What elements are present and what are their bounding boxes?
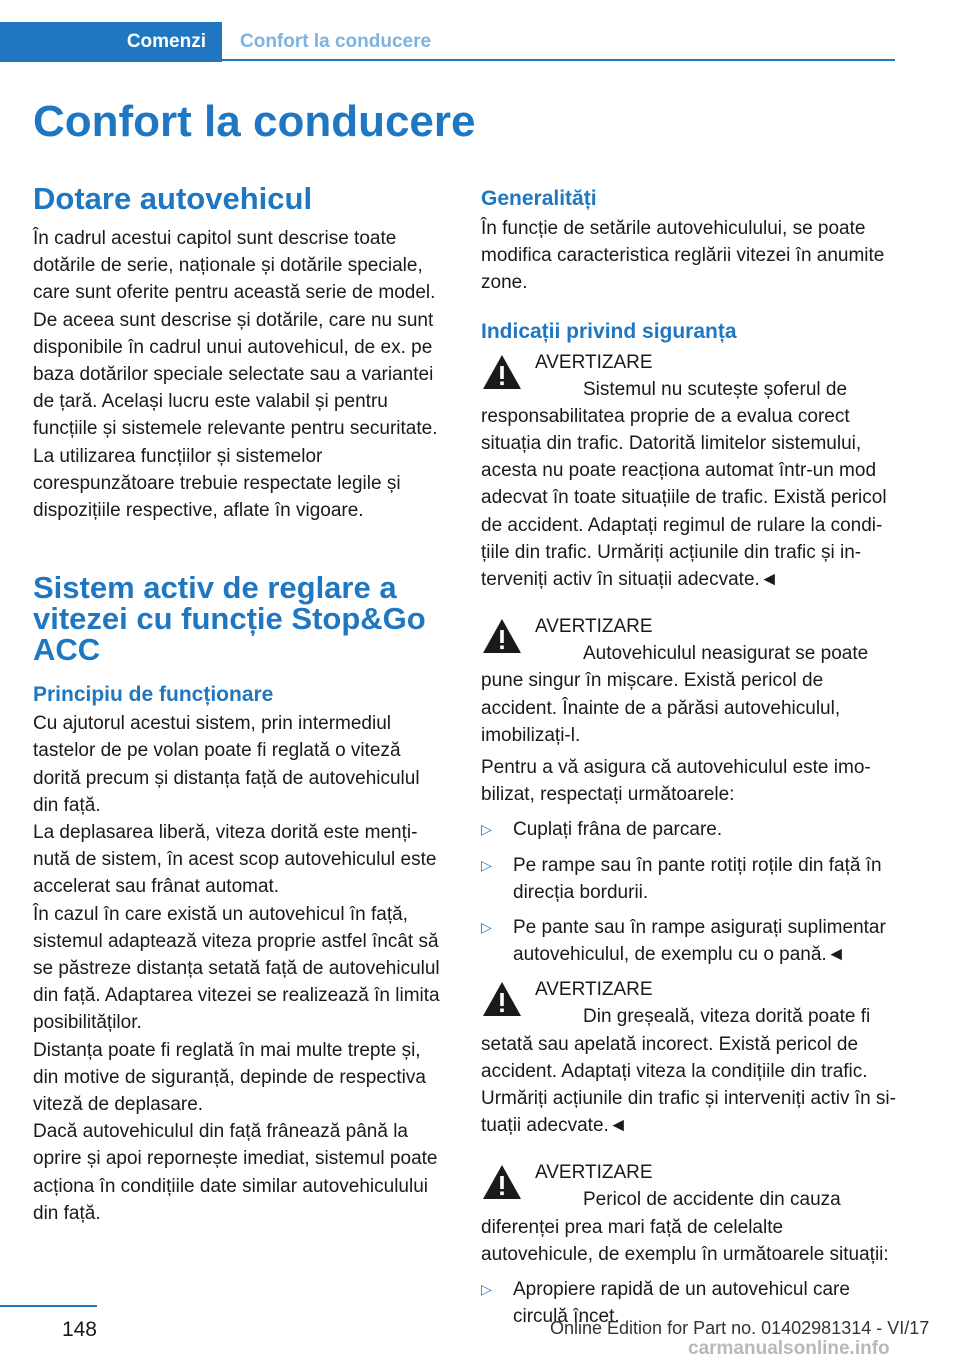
heading-acc [33,570,448,668]
watermark: carmanualsonline.info [688,1338,890,1359]
left-column [33,183,448,1227]
tab-comenzi[interactable]: Comenzi [0,22,222,62]
paragraph-principiu-3: În cazul în care există un autovehicul în față, sistemul adaptează viteza proprie astfel încât să se păstreze distanța setată față de autovehiculul din față. Adaptarea vitezei se realizează în limita posibilităților. [33,903,440,1034]
right-column [481,185,897,1339]
warning-text-4: Pericol de accidente din cauza diferenței prea mari față de celelalte autovehicule, de exemplu în următoarele situații: [481,1189,889,1265]
list-item [481,914,897,968]
list-item-text: Apropiere rapidă de un autovehicul care circulă încet. [513,1279,850,1328]
list-item [481,816,897,843]
triangle-bullet-icon: ▷ [481,1281,492,1298]
heading-principiu: Principiu de funcționare [33,683,274,707]
warning-triangle-icon [481,353,523,391]
warning-text-3: Din greșeală, viteza dorită poate fi setată sau apelată incorect. Există pericol de accident. Adaptați viteza la condițiile din trafic. Urmăriți acțiunile din trafic și interveniți activ în situații adecvate.◄ [481,1006,896,1137]
page-title: Confort la conducere [33,97,476,146]
heading-acc-line2: vitezei cu funcție Stop&Go [33,601,426,637]
heading-acc-line1: Sistem activ de reglare a [33,570,397,606]
page-number: 148 [61,1318,97,1341]
paragraph-principiu-2: La deplasarea liberă, viteza dorită este menținută de sistem, în acest scop autovehiculul este accelerat sau frânat automat. [33,822,437,898]
footer-rule [0,1305,97,1307]
warning-block-4 [481,1159,897,1268]
bullet-list-1 [481,816,897,968]
warning-text-2: Autovehiculul neasigurat se poate pune singur în mișcare. Există pericol de accident. Înainte de a părăsi autovehiculul, imobilizați-l. [481,643,869,746]
paragraph-asigurare: Pentru a vă asigura că autovehiculul este imobilizat, respectați următoarele: [481,757,871,806]
warning-triangle-icon [481,980,523,1018]
tab-confort-la-conducere[interactable]: Confort la conducere [240,31,432,52]
warning-title-2: AVERTIZARE [535,616,653,638]
paragraph-generalitati: În funcție de setările autovehiculului, se poate modifica caracteristica reglării vitezei în anumite zone. [481,218,885,294]
paragraph-principiu-4: Distanța poate fi reglată în mai multe trepte și, din motive de siguranță, depinde de respectiva viteză de deplasare. [33,1039,426,1116]
warning-title-1: AVERTIZARE [535,351,653,373]
list-item-text: Pe pante sau în rampe asigurați suplimentar autovehiculul, de exemplu cu o pană.◄ [513,917,886,966]
triangle-bullet-icon: ▷ [481,856,492,873]
heading-generalitati: Generalități [481,187,597,210]
list-item-text: Pe rampe sau în pante rotiți roțile din față în direcția bordurii. [513,854,882,903]
heading-indicatii-siguranta: Indicații privind siguranța [481,319,737,343]
header-rule [222,59,895,61]
triangle-bullet-icon: ▷ [481,919,492,936]
paragraph-dotare: În cadrul acestui capitol sunt descrise toate dotările de serie, naționale și dotările speciale, care sunt oferite pentru această serie de model. De aceea sunt descrise și dotările, care nu sunt disponibile în cadrul unui autovehicul, de ex. pe baza dotărilor speciale selectate sau a variantei de țară. Același lucru este valabil și pentru funcțiile și sistemele relevante pentru securitate. La utilizarea funcțiilor și sistemelor corespunzătoare trebuie respectate legile și dispozițiile respective, aflate în vigoare. [33,228,438,522]
list-item [481,852,897,906]
paragraph-principiu-5: Dacă autovehiculul din față frânează până la oprire și apoi repornește imediat, sistemul poate acționa în condițiile date similar autovehiculului din față. [33,1121,438,1224]
warning-title-4: AVERTIZARE [535,1162,653,1184]
header-tabbar [0,22,895,62]
warning-block-2 [481,613,897,749]
warning-triangle-icon [481,617,523,655]
edition-text: Online Edition for Part no. 01402981314 - VI/17 [550,1318,930,1338]
warning-triangle-icon [481,1163,523,1201]
paragraph-principiu-1: Cu ajutorul acestui sistem, prin intermediul tastelor de pe volan poate fi reglată o viteză dorită precum și distanța față de autovehiculul din față. [33,713,420,816]
warning-block-3 [481,976,897,1139]
heading-acc-line3: ACC [33,632,101,668]
list-item-text: Cuplați frâna de parcare. [513,819,723,841]
warning-text-1: Sistemul nu scutește șoferul de responsabilitatea proprie de a evalua corect situația din trafic. Datorită limitelor sistemului, acesta nu poate reacționa automat într-un mod adecvat în toate situațiile de trafic. Există pericol de accident. Adaptați regimul de rulare la condițiile din trafic. Urmăriți acțiunile din trafic și interveniți activ în situații adecvate.◄ [481,378,887,591]
triangle-bullet-icon: ▷ [481,821,492,838]
heading-dotare-autovehicul: Dotare autovehicul [33,181,313,216]
warning-block-1 [481,349,897,594]
warning-title-3: AVERTIZARE [535,979,653,1001]
